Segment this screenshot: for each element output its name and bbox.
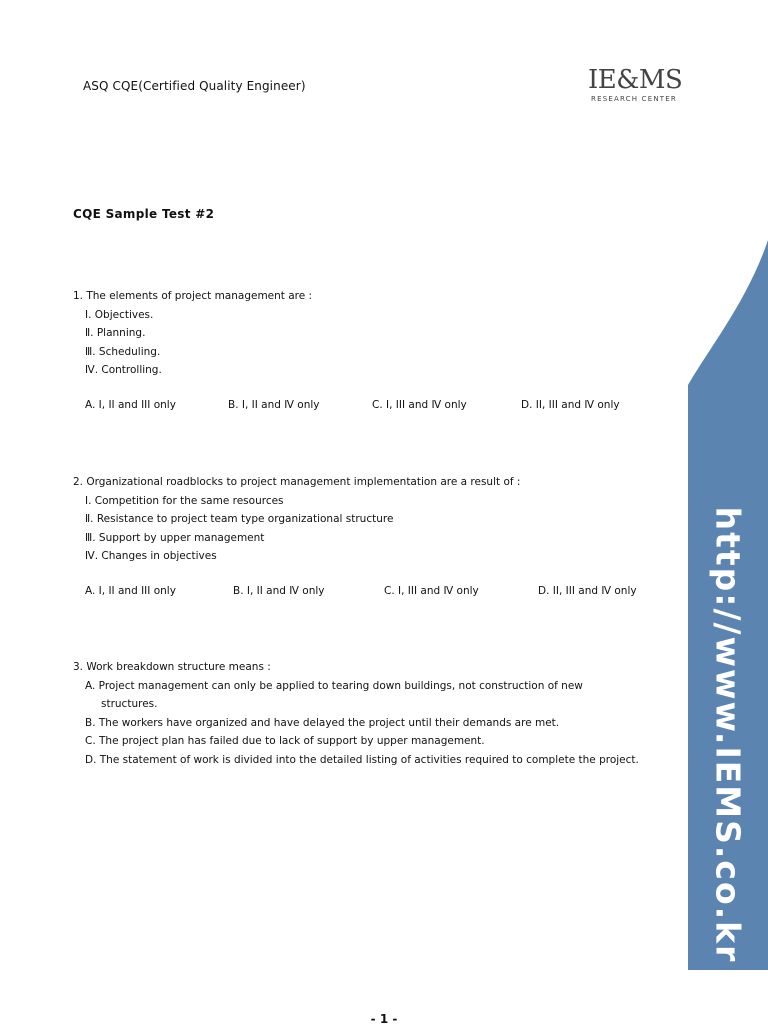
answer-option-c: C. I, III and Ⅳ only <box>384 584 479 597</box>
question-choice-d: D. The statement of work is divided into the detailed listing of activities required to complete the project. <box>85 753 639 766</box>
answer-option-d: D. II, III and Ⅳ only <box>538 584 637 597</box>
answer-option-b: B. I, II and Ⅳ only <box>228 398 320 411</box>
sidebar-url-text: http://www.IEMS.co.kr <box>708 506 748 964</box>
logo-main-text: IE&MS <box>588 65 683 95</box>
answer-option-c: C. I, III and Ⅳ only <box>372 398 467 411</box>
question-choice-c: C. The project plan has failed due to lack of support by upper management. <box>85 735 485 747</box>
answer-options <box>73 582 637 600</box>
page-number: - 1 - <box>370 1012 398 1026</box>
question-2 <box>73 473 637 600</box>
question-item: Ⅲ. Support by upper management <box>85 531 265 544</box>
question-choice-a-continued: structures. <box>101 698 158 710</box>
test-title: CQE Sample Test #2 <box>73 207 215 221</box>
question-item: Ⅱ. Planning. <box>85 327 146 339</box>
question-item: Ⅳ. Changes in objectives <box>85 550 217 562</box>
question-item: Ⅳ. Controlling. <box>85 364 162 376</box>
question-item: Ⅰ. Competition for the same resources <box>85 494 284 507</box>
answer-option-a: A. I, II and III only <box>85 584 176 597</box>
answer-options <box>73 396 620 414</box>
question-stem: 3. Work breakdown structure means : <box>73 661 271 673</box>
question-1 <box>73 287 620 414</box>
logo-sub-text: RESEARCH CENTER <box>591 95 677 103</box>
answer-option-a: A. I, II and III only <box>85 398 176 411</box>
question-3 <box>73 658 639 769</box>
question-item: Ⅰ. Objectives. <box>85 308 154 321</box>
answer-option-b: B. I, II and Ⅳ only <box>233 584 325 597</box>
question-item: Ⅱ. Resistance to project team type organizational structure <box>85 513 394 525</box>
question-stem: 1. The elements of project management are : <box>73 290 313 302</box>
question-choice-a: A. Project management can only be applied to tearing down buildings, not construction of new <box>85 679 583 692</box>
question-stem: 2. Organizational roadblocks to project management implementation are a result of : <box>73 476 521 488</box>
header-title: ASQ CQE(Certified Quality Engineer) <box>83 79 306 93</box>
question-choice-b: B. The workers have organized and have delayed the project until their demands are met. <box>85 716 560 729</box>
question-item: Ⅲ. Scheduling. <box>85 345 161 358</box>
company-logo <box>588 65 683 103</box>
answer-option-d: D. II, III and Ⅳ only <box>521 398 620 411</box>
